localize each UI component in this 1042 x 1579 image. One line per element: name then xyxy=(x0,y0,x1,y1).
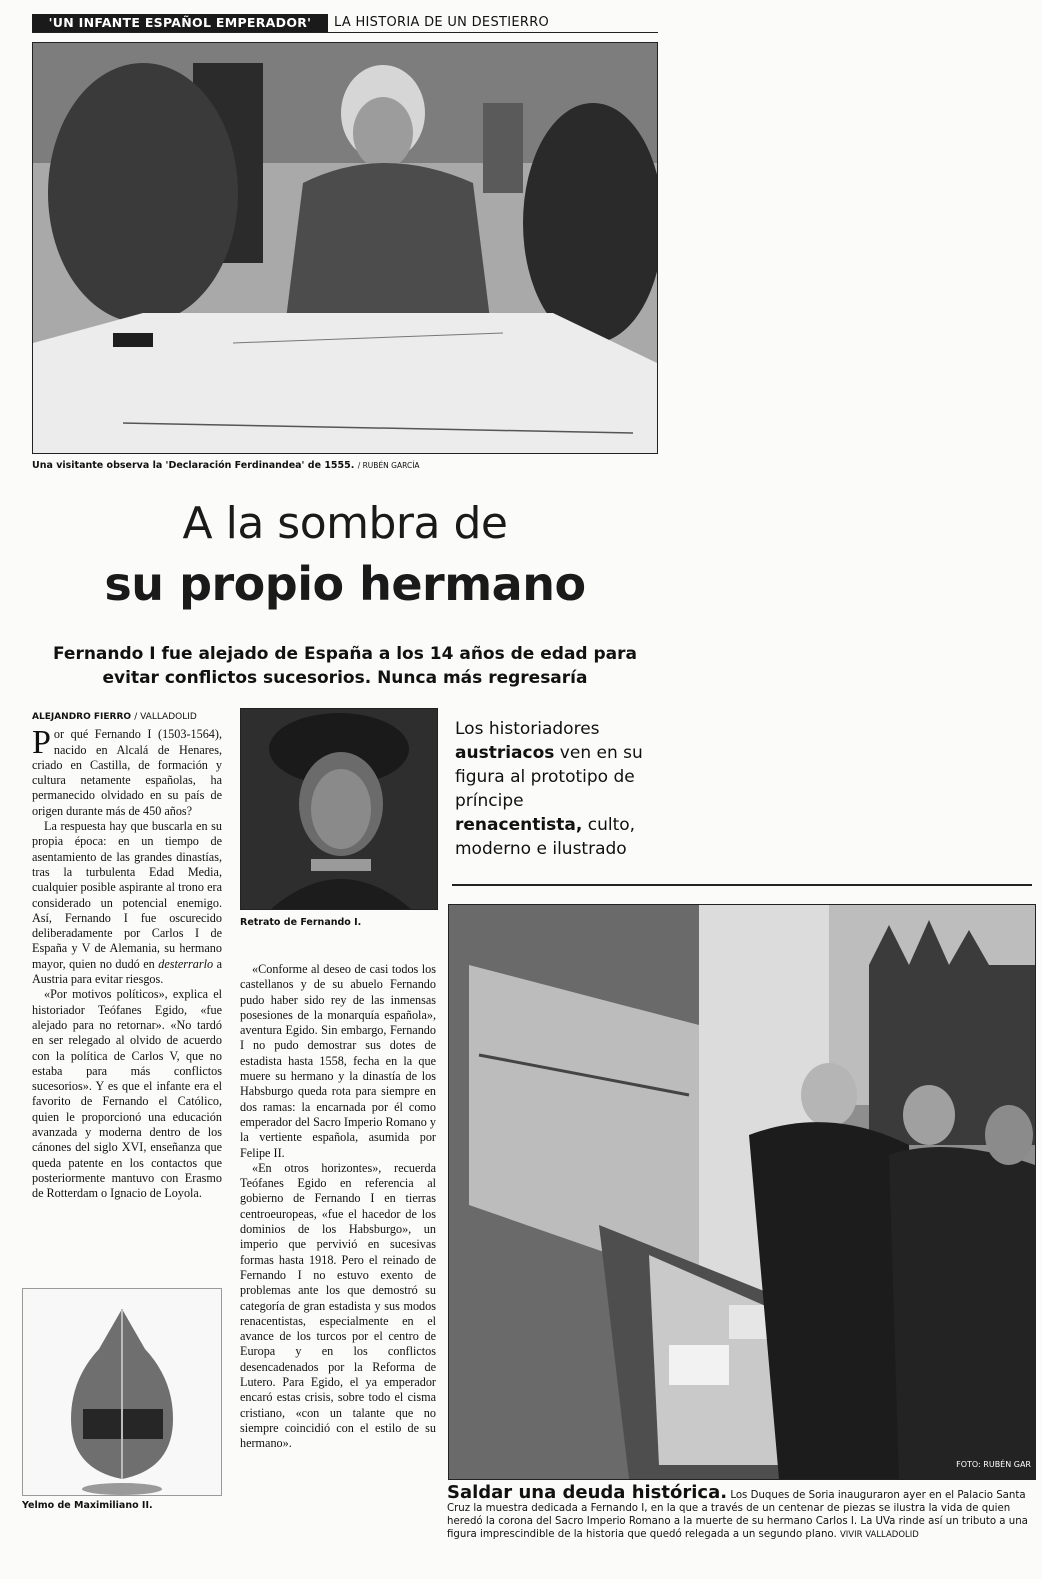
header-rule xyxy=(32,32,658,33)
headline-line2: su propio hermano xyxy=(104,557,586,611)
deck: Fernando I fue alejado de España a los 14 años de edad para evitar conflictos sucesorios. Nunca más regresaría xyxy=(52,644,638,688)
pullquote: Los historiadores austriacos ven en su figura al prototipo de príncipe renacentista, culto, moderno e ilustrado xyxy=(455,719,643,859)
paragraph-4: «Conforme al deseo de casi todos los castellanos y de su abuelo Fernando pudo haber sido rey de las inmensas posesiones de la monarquía española», aventura Egido. Sin embargo, Fernando I no pudo demostrar sus dotes de estadista hasta 1558, fecha en la que muere su hermano y la dinastía de los Habsburgo queda rota para siempre en dos ramas: la encarnada por él como emperador del Sacro Imperio Romano y la vertiente española, asumida por Felipe II. xyxy=(240,962,436,1160)
pullquote-rule xyxy=(452,884,1032,886)
exhibition-photo-credit: FOTO: RUBÉN GAR xyxy=(956,1460,1031,1469)
paragraph-1: or qué Fernando I (1503-1564), nacido en Alcalá de Henares, criado en Castilla, de formación y cultura netamente españolas, ha permanecido olvidado en su país de origen durante más de 450 años? xyxy=(32,727,222,818)
main-photo xyxy=(32,42,658,454)
main-photo-caption: Una visitante observa la 'Declaración Ferdinandea' de 1555. / RUBÉN GARCÍA xyxy=(32,460,420,471)
dropcap: P xyxy=(32,724,51,762)
exhibition-photo xyxy=(448,904,1036,1480)
headline-line1: A la sombra de xyxy=(182,498,508,549)
exhibition-caption-signature: VIVIR VALLADOLID xyxy=(839,1530,919,1540)
portrait-caption: Retrato de Fernando I. xyxy=(240,917,362,928)
main-photo-credit: / RUBÉN GARCÍA xyxy=(357,461,420,470)
exhibition-caption xyxy=(447,1482,1037,1542)
body-column-1 xyxy=(32,710,222,1202)
paragraph-3: «Por motivos políticos», explica el historiador Teófanes Egido, «fue alejado para no retornar». «No tardó en ser relegado al olvido de acuerdo con la política de Carlos V, que no estaba para más conflictos sucesorios». Y es que el infante era el favorito de Fernando el Católico, quien le proporcionó una educación avanzada y moderna dentro de los cánones del siglo XVI, enseñanza que queda patente en los contactos que posteriormente mantuvo con Erasmo de Rotterdam o Ignacio de Loyola. xyxy=(32,987,222,1201)
body-column-2 xyxy=(240,962,436,1452)
portrait-photo xyxy=(240,708,438,910)
helmet-photo xyxy=(22,1288,222,1496)
byline: ALEJANDRO FIERRO / VALLADOLID xyxy=(32,712,197,722)
section-title: LA HISTORIA DE UN DESTIERRO xyxy=(334,15,550,30)
section-tag: 'UN INFANTE ESPAÑOL EMPERADOR' xyxy=(32,14,328,32)
paragraph-5: «En otros horizontes», recuerda Teófanes Egido en referencia al gobierno de Fernando I en tierras centroeuropeas, «fue el hacedor de los dominios de los Habsburgo», un imperio que pervivió en sucesivas formas hasta 1918. Pero el reinado de Fernando I no estuvo exento de problemas ante los que demostró su categoría de gran estadista y sus modos renacentistas, especialmente en el avance de los turcos por el centro de Europa y en los conflictos desencadenados por la Reforma de Lutero. Para Egido, el ya emperador encaró estas crisis, sobre todo el cisma cristiano, «con un talante que no siempre coincidió con el estilo de su hermano». xyxy=(240,1160,436,1451)
paragraph-2: La respuesta hay que buscarla en su propia época: en un tiempo de asentamiento de las grandes dinastías, tras la turbulenta Edad Media, cualquier posible aspirante al trono era considerado un potencial enemigo. Así, Fernando I fue oscurecido deliberadamente por Carlos I de España y V de Alemania, su hermano mayor, quien no dudó en desterrarlo a Austria para evitar riesgos. xyxy=(32,819,222,987)
exhibition-caption-text: Los Duques de Soria inauguraron ayer en el Palacio Santa Cruz la muestra dedicada a Fernando I, en la que a través de un centenar de piezas se ilustra la vida de quien heredó la corona del Sacro Imperio Romano a la muerte de su hermano Carlos I. La UVa rinde así un tributo a una figura imprescindible de la historia que quedó relegada a un segundo plano. xyxy=(447,1490,1028,1540)
exhibition-caption-lead: Saldar una deuda histórica. xyxy=(447,1482,728,1503)
helmet-caption: Yelmo de Maximiliano II. xyxy=(22,1500,153,1511)
